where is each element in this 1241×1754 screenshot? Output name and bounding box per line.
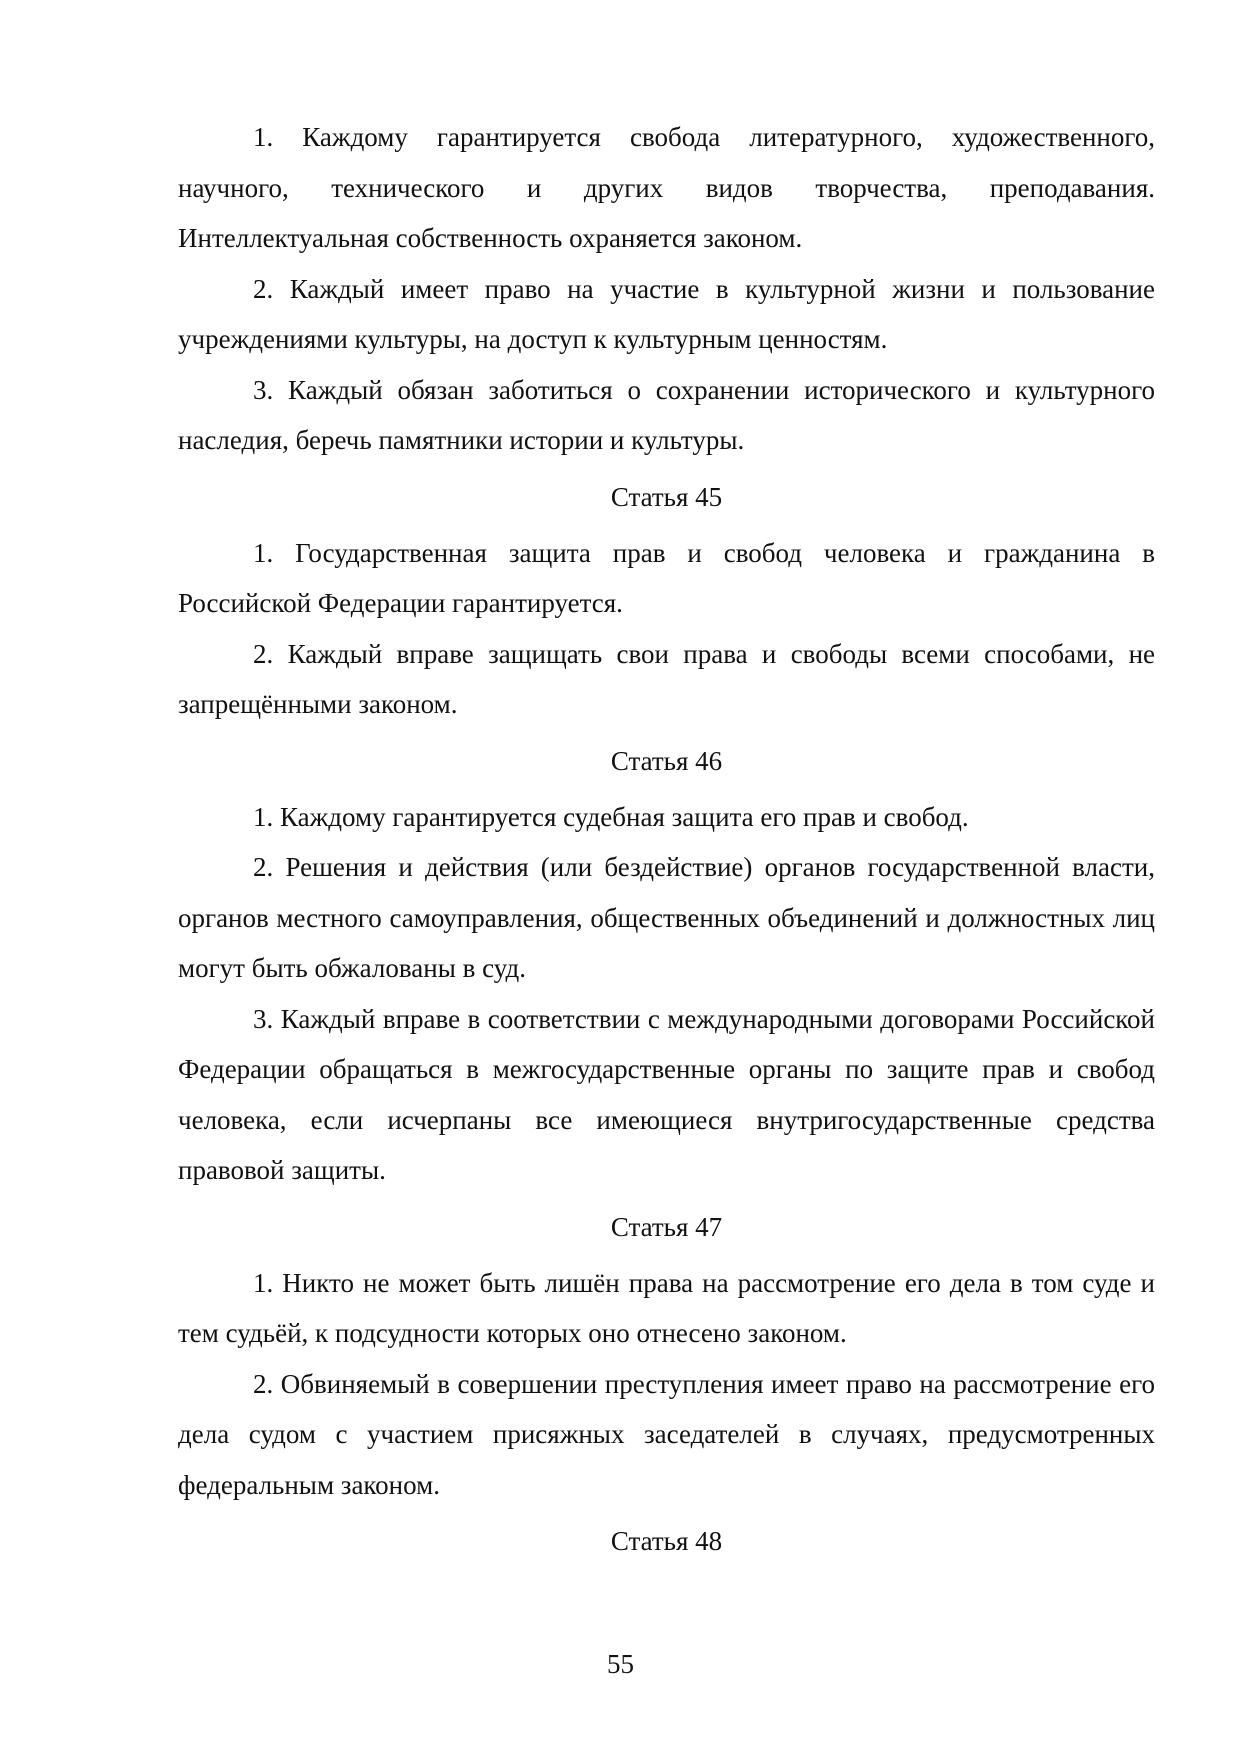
paragraph-art44-p2: 2. Каждый имеет право на участие в культурной жизни и пользование учреждениями культуры, на доступ к культурным ценностям. [178, 273, 1155, 354]
paragraph-art46-p1: 1. Каждому гарантируется судебная защита его прав и свобод. [253, 801, 969, 832]
paragraph-art47-p2: 2. Обвиняемый в совершении преступления имеет право на рассмотрение его дела судом с участием присяжных заседателей в случаях, предусмотренных федеральным законом. [178, 1368, 1155, 1500]
page-number: 55 [607, 1649, 634, 1679]
article-48-heading: Статья 48 [610, 1526, 723, 1556]
article-46-heading: Статья 46 [610, 745, 723, 776]
paragraph-art46-p2: 2. Решения и действия (или бездействие) органов государственной власти, органов местного самоуправления, общественных объединений и должностных лиц могут быть обжалованы в суд. [178, 852, 1155, 983]
article-47-heading: Статья 47 [610, 1211, 723, 1242]
article-45-heading: Статья 45 [610, 481, 723, 512]
paragraph-art45-p2: 2. Каждый вправе защищать свои права и свободы всеми способами, не запрещёнными законом. [178, 638, 1155, 719]
paragraph-art47-p1: 1. Никто не может быть лишён права на рассмотрение его дела в том суде и тем судьёй, к подсудности которых оно отнесено законом. [178, 1267, 1155, 1348]
paragraph-art45-p1: 1. Государственная защита прав и свобод человека и гражданина в Российской Федерации гарантируется. [178, 537, 1155, 618]
paragraph-art44-p1: 1. Каждому гарантируется свобода литературного, художественного, научного, технического и других видов творчества, преподавания. Интеллектуальная собственность охраняется законом. [178, 122, 1155, 253]
paragraph-art46-p3: 3. Каждый вправе в соответствии с международными договорами Российской Федерации обращаться в межгосударственные органы по защите прав и свобод человека, если исчерпаны все имеющиеся внутригосударственные средства правовой защиты. [178, 1003, 1155, 1185]
document-body [178, 112, 1155, 1572]
paragraph-art44-p3: 3. Каждый обязан заботиться о сохранении исторического и культурного наследия, беречь памятники истории и культуры. [178, 374, 1155, 455]
